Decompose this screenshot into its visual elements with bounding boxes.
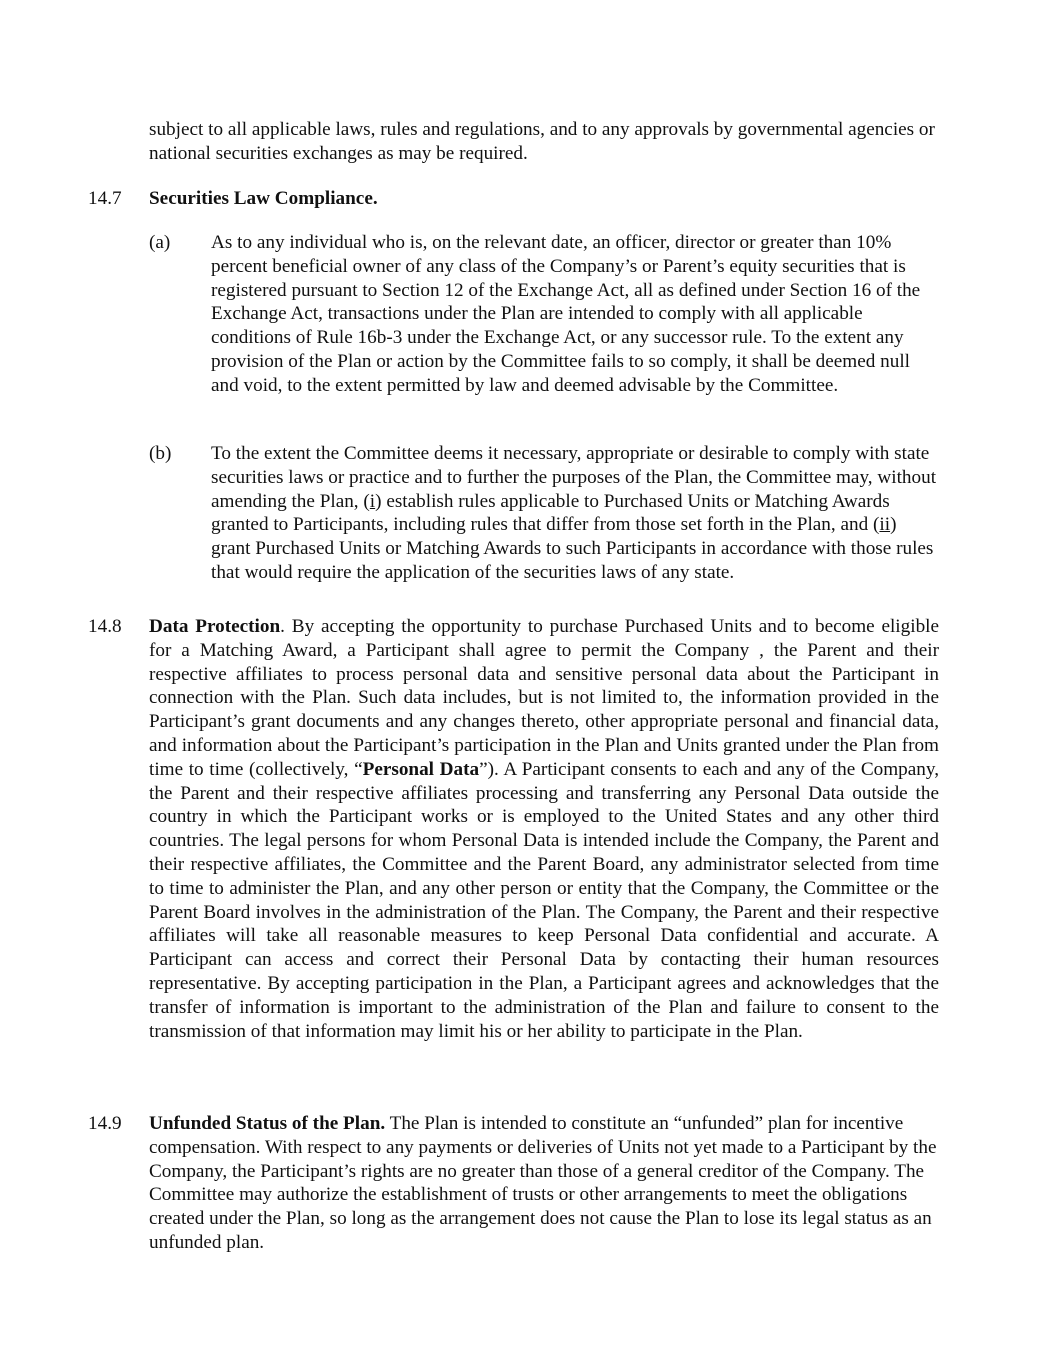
- section-14-8-text-part-2: ”). A Participant consents to each and any of the Company, the Parent and their respective affiliates processing and transferring any Personal Data outside the country in which the Participant works or is employed to the United States and any other third countries. The legal persons for whom Personal Data is intended include the Company, the Parent and their respective affiliates, the Committee and the Parent Board, any administrator selected from time to time to administer the Plan, and any other person or entity that the Company, the Committee or the Parent Board involves in the administration of the Plan. The Company, the Parent and their respective affiliates will take all reasonable measures to keep Personal Data confidential and accurate. A Participant can access and correct their Personal Data by contacting their human resources representative. By accepting participation in the Plan, a Participant agrees and acknowledges that the transfer of information is important to the administration of the Plan and failure to consent to the transmission of that information may limit his or her ability to participate in the Plan.: [149, 758, 939, 1042]
- section-14-9-text: The Plan is intended to constitute an “unfunded” plan for incentive compensation. With respect to any payments or deliveries of Units not yet made to a Participant by the Company, the Participant’s rights are no greater than those of a general creditor of the Company. The Committee may authorize the establishment of trusts or other arrangements to meet the obligations created under the Plan, so long as the arrangement does not cause the Plan to lose its legal status as an unfunded plan.: [149, 1113, 937, 1253]
- defined-term-personal-data: Personal Data: [362, 758, 480, 780]
- section-14-9-paragraph: [149, 1112, 939, 1255]
- section-title-securities-law-compliance: Securities Law Compliance.: [149, 188, 378, 209]
- enumerator-ii: ii: [879, 514, 891, 536]
- section-number-14-9: 14.9: [88, 1113, 122, 1134]
- section-14-8-text-part-1: . By accepting the opportunity to purchase Purchased Units and to become eligible for a Matching Award, a Participant shall agree to permit the Company , the Parent and their respective affiliates to process personal data and sensitive personal data about the Participant in connection with the Plan. Such data includes, but is not limited to, the information provided in the Participant’s grant documents and any changes thereto, other appropriate personal and financial data, and information about the Participant’s participation in the Plan and Units granted under the Plan from time to time (collectively, “: [149, 616, 940, 780]
- subsection-b-text: [211, 442, 939, 585]
- subsection-a-text: As to any individual who is, on the relevant date, an officer, director or greater than 10% percent beneficial owner of any class of the Company’s or Parent’s equity securities that is registered pursuant to Section 12 of the Exchange Act, all as defined under Section 16 of the Exchange Act, transactions under the Plan are intended to comply with all applicable conditions of Rule 16b-3 under the Exchange Act, or any successor rule. To the extent any provision of the Plan or action by the Committee fails to so comply, it shall be deemed null and void, to the extent permitted by law and deemed advisable by the Committee.: [211, 232, 921, 396]
- section-title-data-protection: Data Protection: [149, 616, 281, 637]
- subsection-b-text-part-2: ) establish rules applicable to Purchased Units or Matching Awards granted to Participants, including rules that differ from those set forth in the Plan, and (: [211, 490, 890, 536]
- subsection-label-a: (a): [149, 232, 171, 253]
- section-number-14-7: 14.7: [88, 188, 122, 209]
- subsection-label-b: (b): [149, 443, 172, 464]
- section-number-14-8: 14.8: [88, 616, 122, 637]
- section-title-unfunded-status: Unfunded Status of the Plan.: [149, 1113, 386, 1134]
- section-14-8-paragraph: [149, 615, 939, 1043]
- continuation-paragraph: subject to all applicable laws, rules and regulations, and to any approvals by governmental agencies or national securities exchanges as may be required.: [149, 119, 935, 164]
- subsection-b-text-part-1: To the extent the Committee deems it necessary, appropriate or desirable to comply with state securities laws or practice and to further the purposes of the Plan, the Committee may, without amending the Plan, (: [211, 443, 937, 512]
- subsection-b-text-part-3: ) grant Purchased Units or Matching Awards to such Participants in accordance with those rules that would require the application of the securities laws of any state.: [211, 514, 934, 583]
- enumerator-i: i: [369, 490, 376, 512]
